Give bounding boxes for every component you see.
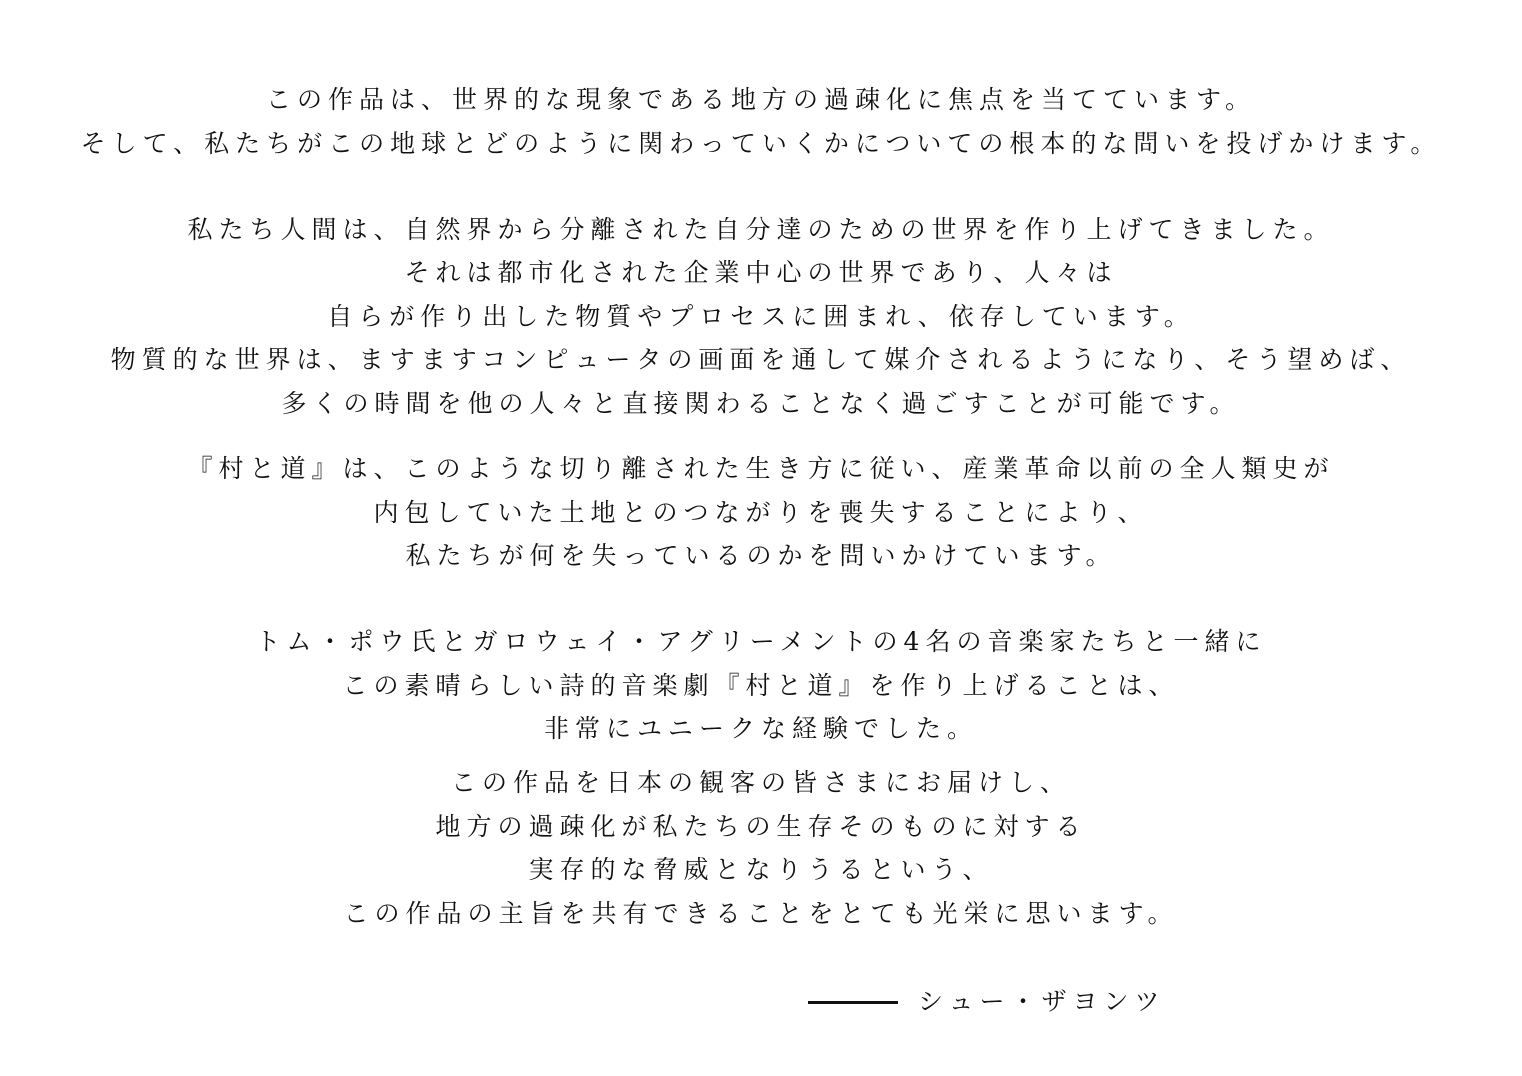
text-line: この素晴らしい詩的音楽劇『村と道』を作り上げることは、: [342, 671, 1180, 700]
text-line: 自らが作り出した物質やプロセスに囲まれ、依存しています。: [327, 302, 1195, 331]
text-line: 内包していた土地とのつながりを喪失することにより、: [373, 498, 1149, 527]
signature-dash: [808, 1001, 898, 1004]
text-line: 物質的な世界は、ますますコンピュータの画面を通して媒介されるようになり、そう望めば、: [110, 345, 1412, 374]
text-line: そして、私たちがこの地球とどのように関わっていくかについての根本的な問いを投げかけます。: [80, 129, 1442, 158]
text-line: この作品の主旨を共有できることをとても光栄に思います。: [343, 899, 1179, 928]
text-line: 非常にユニークな経験でした。: [543, 714, 978, 743]
signature-name: シュー・ザヨンツ: [918, 987, 1166, 1016]
text-line: 私たち人間は、自然界から分離された自分達のための世界を作り上げてきました。: [187, 215, 1335, 244]
text-line: この作品は、世界的な現象である地方の過疎化に焦点を当てています。: [265, 85, 1256, 114]
text-line: 私たちが何を失っているのかを問いかけています。: [405, 541, 1117, 570]
text-line: 地方の過疎化が私たちの生存そのものに対する: [435, 812, 1087, 841]
text-line: 実存的な脅威となりうるという、: [528, 855, 994, 884]
text-line: 多くの時間を他の人々と直接関わることなく過ごすことが可能です。: [281, 389, 1241, 418]
text-line: この作品を日本の観客の皆さまにお届けし、: [450, 768, 1071, 797]
text-line: それは都市化された企業中心の世界であり、人々は: [404, 258, 1118, 287]
signature: [808, 984, 1166, 1020]
text-line: 『村と道』は、このような切り離された生き方に従い、産業革命以前の全人類史が: [187, 454, 1335, 483]
text-line: トム・ポウ氏とガロウェイ・アグリーメントの4名の音楽家たちと一緒に: [255, 627, 1267, 656]
